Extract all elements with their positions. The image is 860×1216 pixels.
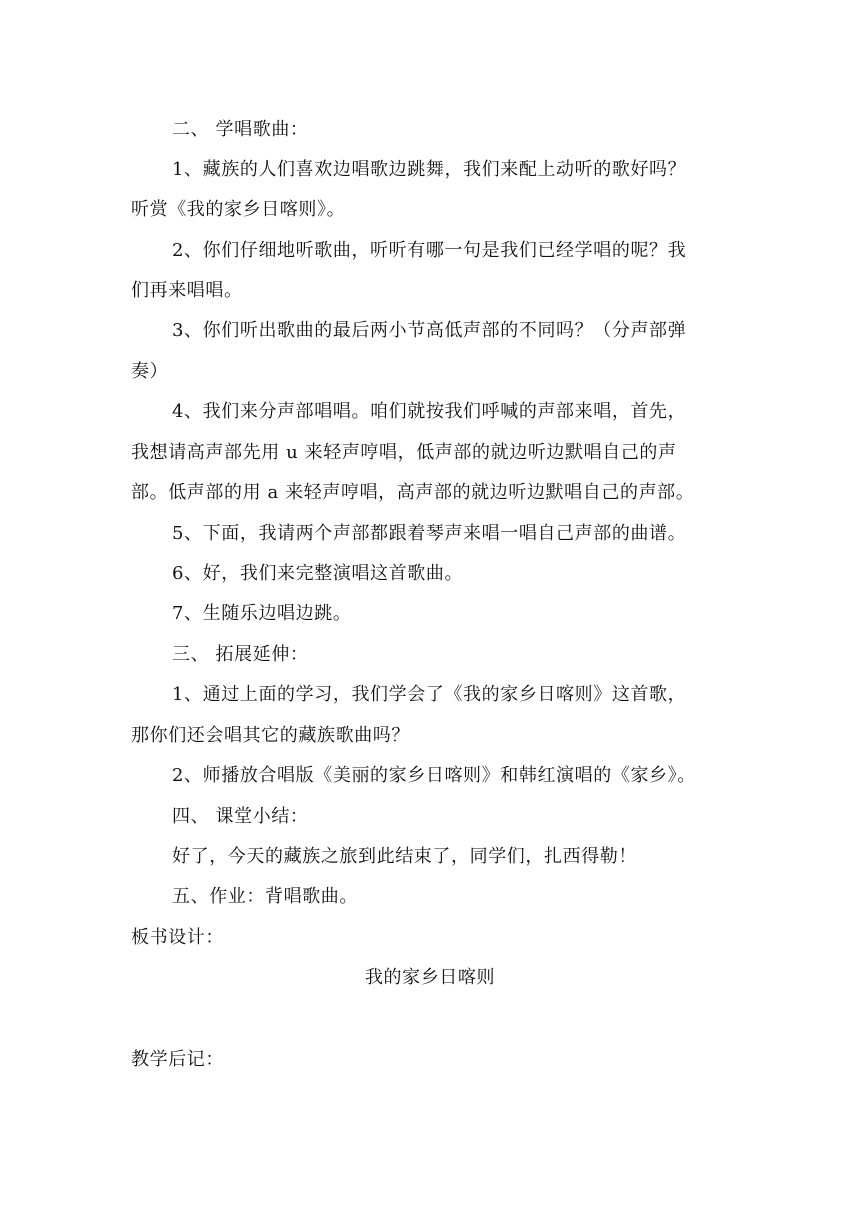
paragraph-line: 那你们还会唱其它的藏族歌曲吗？ — [131, 725, 410, 746]
paragraph-line: 好了，今天的藏族之旅到此结束了，同学们，扎西得勒！ — [172, 846, 637, 867]
paragraph-line: 2、你们仔细地听歌曲，听听有哪一句是我们已经学唱的呢？我 — [172, 240, 687, 261]
paragraph-line: 4、我们来分声部唱唱。咱们就按我们呼喊的声部来唱，首先， — [172, 401, 687, 422]
section-heading-learn-song: 二、 学唱歌曲： — [172, 119, 309, 140]
paragraph-line: 5、下面，我请两个声部都跟着琴声来唱一唱自己声部的曲谱。 — [172, 523, 687, 544]
paragraph-line: 3、你们听出歌曲的最后两小节高低声部的不同吗？（分声部弹 — [172, 320, 687, 341]
board-design-title: 我的家乡日喀则 — [364, 967, 496, 988]
paragraph-line: 奏） — [131, 361, 169, 382]
paragraph-line: 听赏《我的家乡日喀则》。 — [131, 199, 346, 220]
section-heading-homework: 五、作业：背唱歌曲。 — [172, 886, 358, 907]
paragraph-line: 们再来唱唱。 — [131, 280, 243, 301]
paragraph-line: 6、好，我们来完整演唱这首歌曲。 — [172, 563, 464, 584]
section-heading-summary: 四、 课堂小结： — [172, 806, 309, 827]
paragraph-line: 1、藏族的人们喜欢边唱歌边跳舞，我们来配上动听的歌好吗？ — [172, 159, 687, 180]
section-heading-extension: 三、 拓展延伸： — [172, 644, 309, 665]
board-design-label: 板书设计： — [131, 927, 224, 948]
teaching-notes-label: 教学后记： — [131, 1049, 224, 1070]
paragraph-line: 部。低声部的用 a 来轻声哼唱，高声部的就边听边默唱自己的声部。 — [131, 482, 695, 503]
paragraph-line: 我想请高声部先用 u 来轻声哼唱，低声部的就边听边默唱自己的声 — [131, 442, 677, 463]
paragraph-line: 1、通过上面的学习，我们学会了《我的家乡日喀则》这首歌， — [172, 684, 687, 705]
paragraph-line: 2、师播放合唱版《美丽的家乡日喀则》和韩红演唱的《家乡》。 — [172, 765, 696, 786]
paragraph-line: 7、生随乐边唱边跳。 — [172, 603, 352, 624]
